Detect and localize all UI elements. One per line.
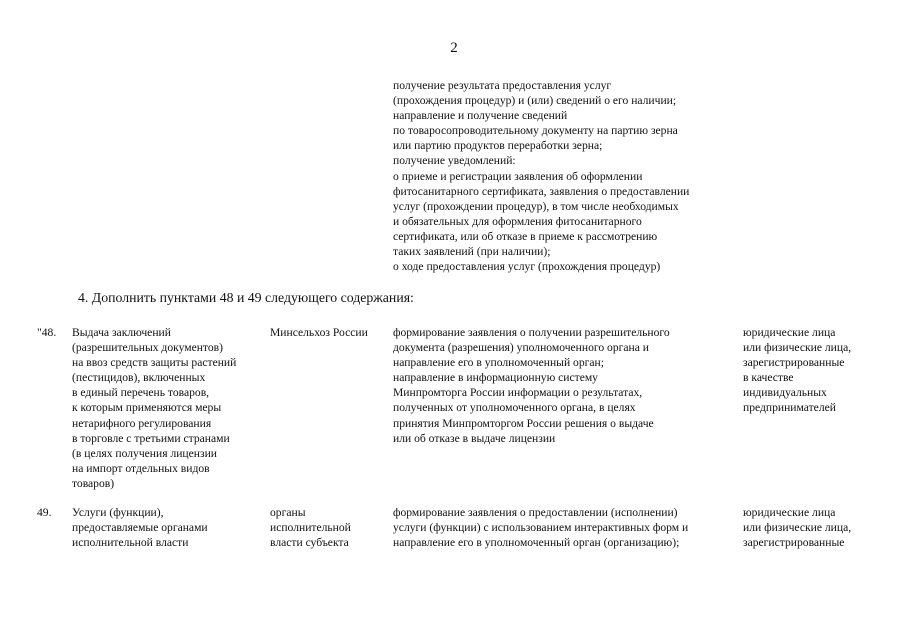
authority-line: Минсельхоз России	[270, 326, 368, 339]
service-name-line: исполнительной власти	[72, 536, 189, 550]
service-name-line: нетарифного регулирования	[72, 416, 212, 430]
service-name-line: в единый перечень товаров,	[72, 386, 210, 400]
continuation-line: сертификата, или об отказе в приеме к рассмотрению	[393, 229, 658, 243]
continuation-line: таких заявлений (при наличии);	[393, 245, 551, 259]
action-line: направление его в уполномоченный орган;	[393, 356, 604, 370]
amendment-heading: 4. Дополнить пунктами 48 и 49 следующего содержания:	[78, 290, 414, 305]
continuation-line: о приеме и регистрации заявления об оформлении	[393, 169, 643, 183]
continuation-line: (прохождения процедур) и (или) сведений о его наличии;	[393, 94, 677, 108]
actions-cell	[393, 325, 738, 446]
applicant-line: предпринимателей	[743, 401, 836, 415]
service-name-line: товаров)	[72, 476, 115, 490]
continuation-text	[393, 78, 689, 274]
action-line: или об отказе в выдаче лицензии	[393, 431, 556, 445]
continuation-line: по товаросопроводительному документу на партию зерна	[393, 124, 678, 138]
applicant-line: индивидуальных	[743, 386, 827, 400]
authority-line: органы	[270, 506, 306, 519]
continuation-line: или партию продуктов переработки зерна;	[393, 139, 603, 153]
action-line: полученных от уполномоченного органа, в целях	[393, 401, 636, 415]
applicants-cell	[743, 505, 893, 550]
continuation-line: услуг (прохождении процедур), в том числе необходимых	[393, 199, 679, 213]
row-number	[37, 325, 71, 340]
service-name-line: (разрешительных документов)	[72, 341, 223, 355]
applicant-line: юридические лица	[743, 326, 836, 339]
page-number: 2	[450, 40, 458, 56]
service-name-line: Выдача заключений	[72, 326, 171, 339]
service-name-line: на импорт отдельных видов	[72, 461, 210, 475]
action-line: направление его в уполномоченный орган (организацию);	[393, 536, 680, 550]
authority-line: власти субъекта	[270, 536, 349, 550]
action-line: принятия Минпромторгом России решения о выдаче	[393, 416, 654, 430]
continuation-line: о ходе предоставления услуг (прохождения процедур)	[393, 260, 661, 274]
action-line: формирование заявления о предоставлении (исполнении)	[393, 506, 678, 519]
applicant-line: юридические лица	[743, 506, 836, 519]
applicant-line: зарегистрированные	[743, 356, 845, 370]
action-line: услуги (функции) с использованием интерактивных форм и	[393, 521, 689, 535]
service-name-line: Услуги (функции),	[72, 506, 164, 519]
service-name-line: в торговле с третьими странами	[72, 431, 230, 445]
service-name-line: (в целях получения лицензии	[72, 446, 217, 460]
service-name-line: (пестицидов), включенных	[72, 371, 206, 385]
continuation-line: и обязательных для оформления фитосанитарного	[393, 214, 642, 228]
action-line: Минпромторга России информации о результатах,	[393, 386, 643, 400]
action-line: формирование заявления о получении разрешительного	[393, 326, 670, 339]
row-number-text: 49.	[37, 506, 52, 519]
service-name-line: предоставляемые органами	[72, 521, 208, 535]
authority-cell	[270, 505, 388, 550]
service-name-cell	[72, 505, 262, 550]
action-line: документа (разрешения) уполномоченного органа и	[393, 341, 649, 355]
applicant-line: в качестве	[743, 371, 794, 385]
actions-cell	[393, 505, 738, 550]
authority-line: исполнительной	[270, 521, 351, 535]
applicant-line: или физические лица,	[743, 521, 852, 535]
row-number	[37, 505, 71, 520]
authority-cell	[270, 325, 388, 340]
service-name-line: к которым применяются меры	[72, 401, 222, 415]
action-line: направление в информационную систему	[393, 371, 598, 385]
service-name-cell	[72, 325, 262, 491]
row-number-text: "48.	[37, 326, 57, 339]
continuation-line: направление и получение сведений	[393, 109, 568, 123]
applicant-line: зарегистрированные	[743, 536, 845, 550]
continuation-line: фитосанитарного сертификата, заявления о предоставлении	[393, 184, 690, 198]
service-name-line: на ввоз средств защиты растений	[72, 356, 237, 370]
continuation-line: получение результата предоставления услуг	[393, 79, 612, 92]
applicants-cell	[743, 325, 893, 416]
continuation-line: получение уведомлений:	[393, 154, 516, 168]
applicant-line: или физические лица,	[743, 341, 852, 355]
